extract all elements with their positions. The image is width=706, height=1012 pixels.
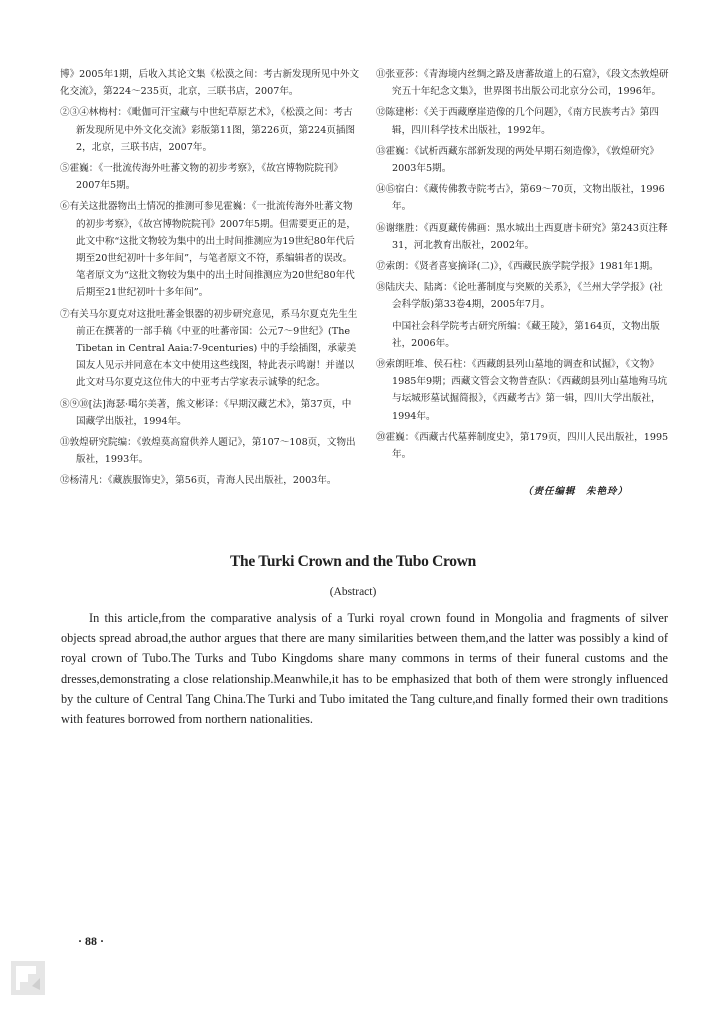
footnote: ⑪敦煌研究院编：《敦煌莫高窟供养人题记》，第107～108页，文物出版社，1993年。 bbox=[60, 437, 356, 466]
footnote: ②③④林梅村：《毗伽可汗宝藏与中世纪草原艺术》，《松漠之间：考古新发现所见中外文化交流》彩版第11图，第226页，第224页插图2，北京，三联书店，2007年。 bbox=[60, 107, 356, 153]
page-number: · 88 · bbox=[78, 934, 105, 948]
left-notes-column bbox=[60, 66, 360, 494]
footnote: ⑰索朗：《贤者喜宴摘译(二)》，《西藏民族学院学报》1981年1期。 bbox=[376, 261, 659, 273]
responsible-editor: （责任编辑 朱艳玲） bbox=[523, 486, 629, 497]
footnote: ⑫陈建彬：《关于西藏摩崖造像的几个问题》，《南方民族考古》第四辑，四川科学技术出版社，1992年。 bbox=[376, 107, 660, 136]
abstract-text: In this article,from the comparative analysis of a Turki royal crown found in Mongolia and fragments of silver objects spread abroad,the author argues that there are many similarities between them,and the latter was possibly a kind of royal crown of Tubo.The Turks and Tubo Kingdoms share many commons in terms of their funeral customs and the dresses,demonstrating a close relationship.Meanwhile,it has to be emphasized that both of them were strongly influenced by the culture of Central Tang China.The Turki and Tubo imitated the Tang culture,and finally formed their own traditions with features borrowed from northern nationalities. bbox=[61, 611, 668, 727]
footnote: 中国社会科学院考古研究所编：《藏王陵》，第164页，文物出版社，2006年。 bbox=[392, 320, 660, 349]
footnote: ⑯谢继胜：《西夏藏传佛画：黑水城出土西夏唐卡研究》第243页注释31，河北教育出版社，2002年。 bbox=[376, 222, 668, 251]
english-title: The Turki Crown and the Tubo Crown bbox=[230, 553, 476, 570]
footnote: ⑪张亚莎：《青海境内丝绸之路及唐蕃故道上的石窟》，《段文杰敦煌研究五十年纪念文集》，世界图书出版公司北京分公司，1996年。 bbox=[376, 69, 669, 98]
footnote: ⑱陆庆夫、陆离：《论吐蕃制度与突厥的关系》，《兰州大学学报》(社会科学版)第33卷4期，2005年7月。 bbox=[376, 282, 663, 311]
corner-mark-icon bbox=[10, 960, 46, 996]
footnote: ⑬霍巍：《试析西藏东部新发现的两处早期石刻造像》，《敦煌研究》2003年5期。 bbox=[376, 145, 660, 175]
footnote: 博》2005年1期，后收入其论文集《松漠之间：考古新发现所见中外文化交流》，第224～235页，北京，三联书店，2007年。 bbox=[60, 69, 360, 98]
footnote: ⑦有关马尔夏克对这批吐蕃金银器的初步研究意见，系马尔夏克先生生前正在撰著的一部手稿《中亚的吐蕃帝国：公元7～9世纪》(The Tibetan in Central Aaia:7-9centuries) 中的手绘插图，承蒙美国友人见示并同意在本文中使用这些线图，特此表示鸣谢！并谨以此文对马尔夏克这位伟大的中亚考古学家表示诚挚的纪念。 bbox=[60, 308, 358, 389]
footnote: ⑲索朗旺堆、侯石柱：《西藏朗县列山墓地的调查和试掘》，《文物》1985年9期；西藏文管会文物普查队：《西藏朗县列山墓地殉马坑与坛城形墓试掘简报》，《西藏考古》第一辑，四川大学出版社，1994年。 bbox=[376, 359, 668, 422]
footnote: ⑤霍巍：《一批流传海外吐蕃文物的初步考察》，《故宫博物院院刊》2007年5期。 bbox=[60, 163, 344, 192]
footnote: ⑧⑨⑩[法]海瑟·噶尔美著，熊文彬译：《早期汉藏艺术》，第37页，中国藏学出版社，1994年。 bbox=[60, 398, 352, 427]
footnote: ⑥有关这批器物出土情况的推测可参见霍巍：《一批流传海外吐蕃文物的初步考察》，《故宫博物院院刊》2007年5期。但需要更正的是，此文中称“这批文物较为集中的出土时间推测应为19世纪80年代后期至20世纪初叶十多年间”，与笔者原文不符，系编辑者的误改。笔者原文为“这批文物较为集中的出土时间推测应为20世纪80年代后期至21世纪初叶十多年间”。 bbox=[60, 201, 356, 299]
right-notes-column bbox=[376, 66, 671, 467]
abstract-label: (Abstract) bbox=[329, 586, 377, 598]
footnote: ⑭⑮宿白：《藏传佛教寺院考古》，第69～70页，文物出版社，1996年。 bbox=[376, 184, 665, 213]
footnote: ⑫杨清凡：《藏族服饰史》，第56页，青海人民出版社，2003年。 bbox=[60, 475, 337, 487]
footnote: ⑳霍巍：《西藏古代墓葬制度史》，第179页，四川人民出版社，1995年。 bbox=[376, 431, 669, 461]
